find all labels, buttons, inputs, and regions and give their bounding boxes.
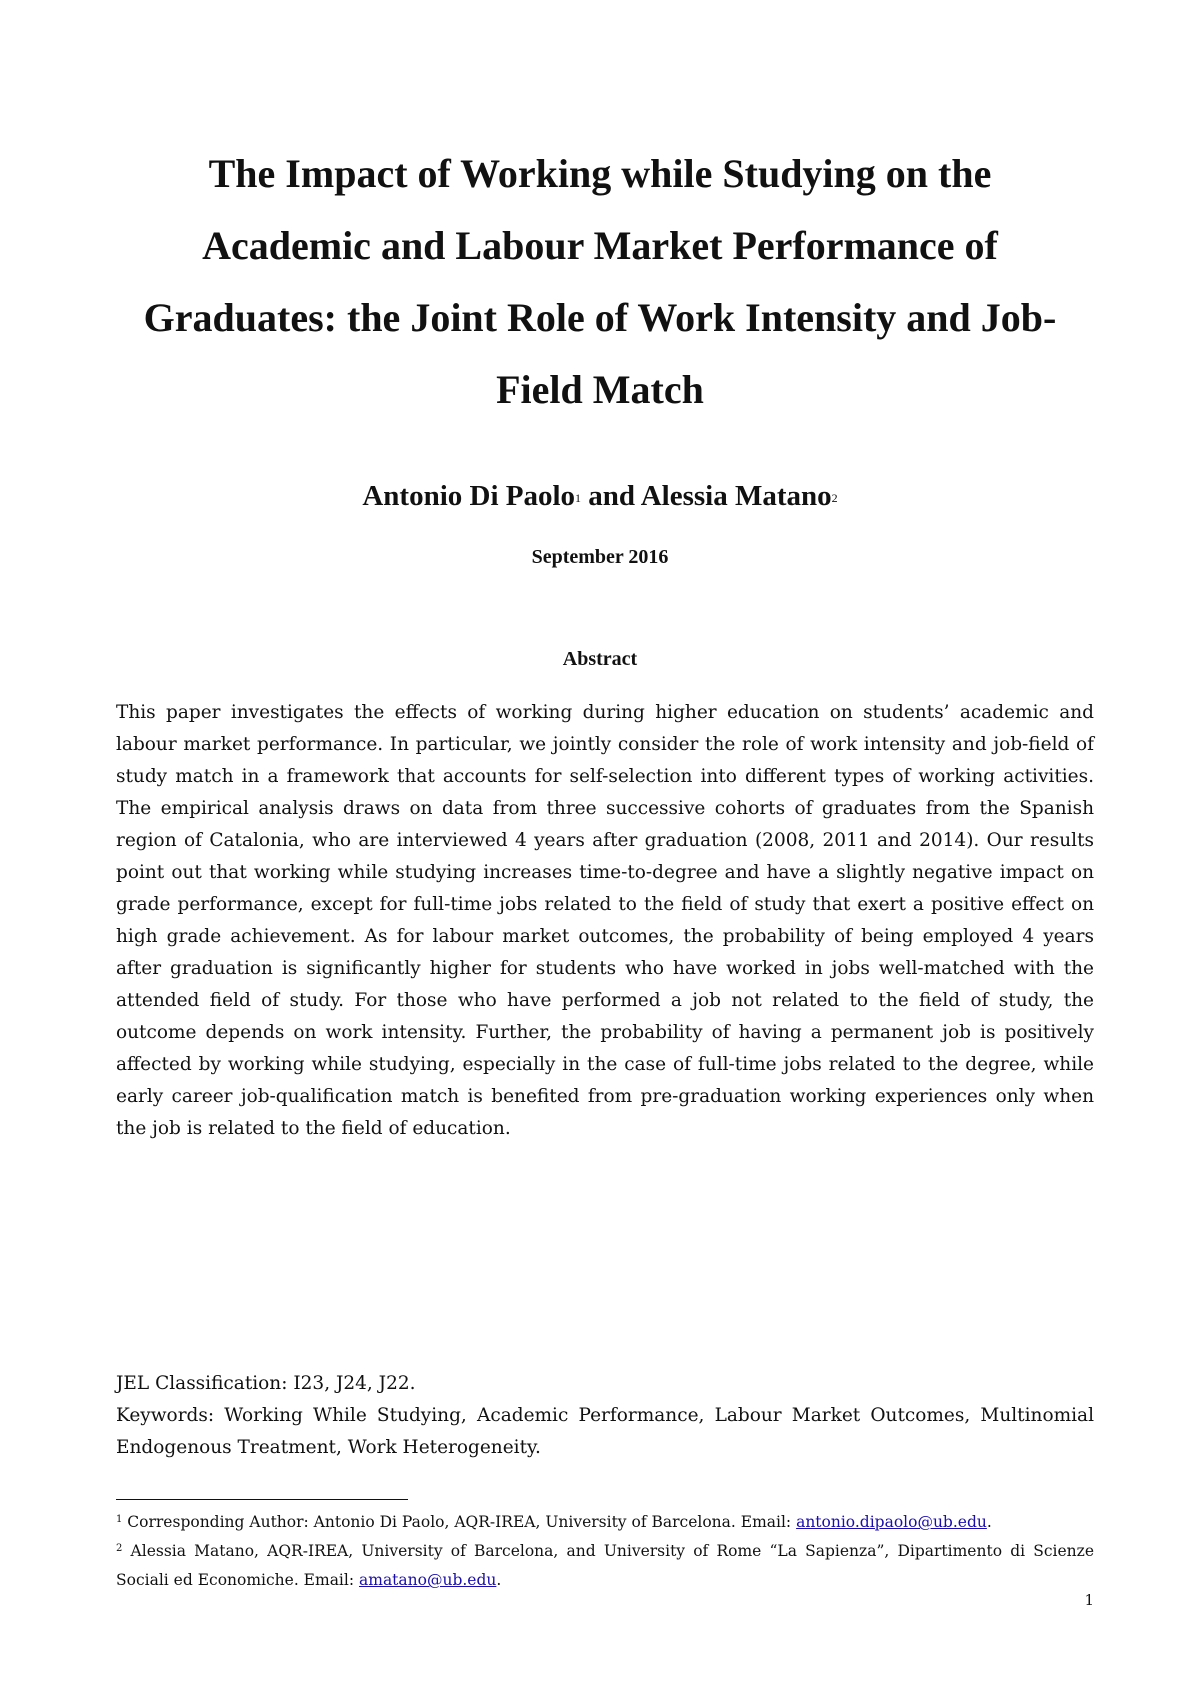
footnote-text-2: Alessia Matano, AQR-IREA, University of Barcelona, and University of Rome “La Sapienza”, Dipartimento di Scienze Sociali ed Economiche. Email:	[116, 1542, 1094, 1589]
author-connector: and	[581, 480, 641, 512]
footnote-1	[116, 1509, 1094, 1538]
keywords: Keywords: Working While Studying, Academic Performance, Labour Market Outcomes, Multinomial Endogenous Treatment, Work Heterogeneity.	[116, 1405, 1094, 1458]
page-number: 1	[1084, 1591, 1094, 1609]
publication-date: September 2016	[531, 546, 669, 568]
jel-classification: JEL Classification: I23, J24, J22.	[116, 1373, 416, 1394]
author-list	[100, 478, 1100, 519]
email-link-1[interactable]: antonio.dipaolo@ub.edu	[796, 1513, 987, 1531]
footnote-text-1: Corresponding Author: Antonio Di Paolo, AQR-IREA, University of Barcelona. Email:	[122, 1513, 797, 1531]
author-footnote-mark-2: 2	[831, 491, 838, 505]
footnote-end-2: .	[496, 1571, 502, 1589]
author-footnote-mark-1: 1	[575, 491, 582, 505]
author-name-1: Antonio Di Paolo	[362, 480, 576, 512]
footnote-2	[116, 1538, 1094, 1593]
abstract-text: This paper investigates the effects of working during higher education on students’ academic and labour market performance. In particular, we jointly consider the role of work intensity and job-field of study match in a framework that accounts for self-selection into different types of working activities. The empirical analysis draws on data from three successive cohorts of graduates from the Spanish region of Catalonia, who are interviewed 4 years after graduation (2008, 2011 and 2014). Our results point out that working while studying increases time-to-degree and have a slightly negative impact on grade performance, except for full-time jobs related to the field of study that exert a positive effect on high grade achievement. As for labour market outcomes, the probability of being employed 4 years after graduation is significantly higher for students who have worked in jobs well-matched with the attended field of study. For those who have performed a job not related to the field of study, the outcome depends on work intensity. Further, the probability of having a permanent job is positively affected by working while studying, especially in the case of full-time jobs related to the degree, while early career job-qualification match is benefited from pre-graduation working experiences only when the job is related to the field of education.	[116, 702, 1094, 1139]
email-link-2[interactable]: amatano@ub.edu	[359, 1571, 497, 1589]
paper-title	[100, 138, 1100, 426]
footnote-mark-1: 1	[116, 1514, 123, 1525]
footnote-separator	[116, 1499, 408, 1500]
footnotes	[116, 1509, 1094, 1593]
title-line-4: Field Match	[496, 367, 704, 412]
footnote-mark-2: 2	[116, 1543, 123, 1554]
author-name-2: Alessia Matano	[640, 480, 832, 512]
title-line-3: Graduates: the Joint Role of Work Intensity and Job-	[143, 295, 1057, 340]
abstract-heading: Abstract	[562, 648, 638, 670]
title-line-2: Academic and Labour Market Performance of	[202, 223, 998, 268]
footnote-end-1: .	[986, 1513, 992, 1531]
title-line-1: The Impact of Working while Studying on the	[208, 151, 992, 196]
